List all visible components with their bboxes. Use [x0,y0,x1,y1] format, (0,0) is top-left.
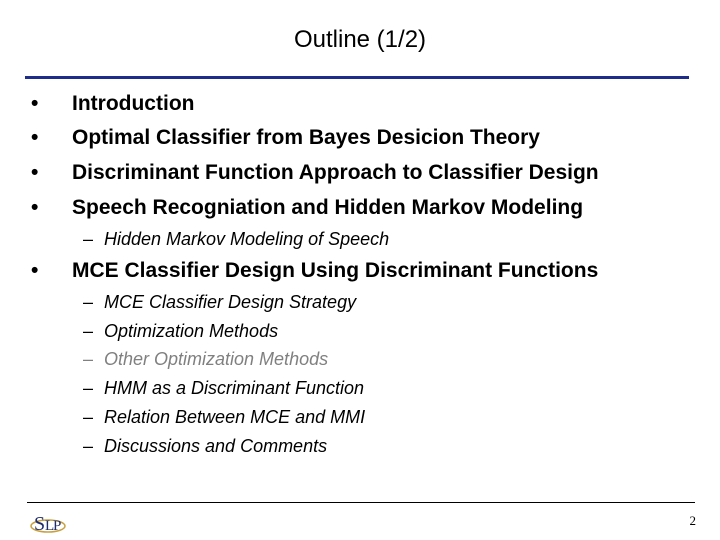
outline-item-mce-classifier: MCE Classifier Design Using Discriminant Functions [72,259,599,282]
page-number: 2 [689,513,696,528]
bullet-icon: • [31,161,39,184]
svg-text:P: P [53,518,62,534]
slp-logo [28,508,68,538]
dash-icon: – [83,349,94,369]
dash-icon: – [83,436,94,456]
outline-item-introduction: Introduction [72,92,195,115]
sub-item-optimization-methods: Optimization Methods [104,321,279,341]
sub-item-hmm-speech: Hidden Markov Modeling of Speech [104,229,390,249]
outline-item-optimal-classifier: Optimal Classifier from Bayes Desicion Theory [72,126,540,149]
sub-item-mce-strategy: MCE Classifier Design Strategy [104,292,357,312]
bullet-icon: • [31,196,39,219]
outline-item-speech-recognition: Speech Recogniation and Hidden Markov Modeling [72,196,584,219]
sub-item-other-optimization: Other Optimization Methods [104,349,329,369]
dash-icon: – [83,378,94,398]
footer-divider [27,502,695,503]
dash-icon: – [83,407,94,427]
slide-title: Outline (1/2) [293,26,427,53]
svg-text:S: S [34,513,46,535]
dash-icon: – [83,229,94,249]
sub-item-hmm-discriminant: HMM as a Discriminant Function [104,378,365,398]
sub-item-discussions: Discussions and Comments [104,436,328,456]
dash-icon: – [83,292,94,312]
bullet-icon: • [31,259,39,282]
svg-text:L: L [45,518,55,534]
bullet-icon: • [31,126,39,149]
dash-icon: – [83,321,94,341]
sub-item-mce-mmi: Relation Between MCE and MMI [104,407,366,427]
outline-item-discriminant-function: Discriminant Function Approach to Classifier Design [72,161,599,184]
bullet-icon: • [31,92,39,115]
title-divider [25,76,689,79]
